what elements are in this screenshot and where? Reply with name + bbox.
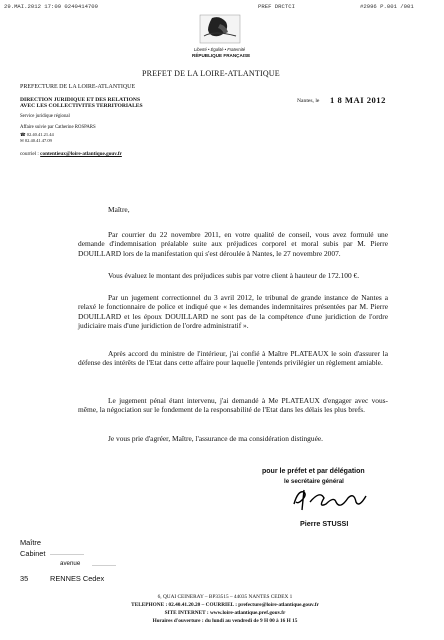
paragraph-4-text: Après accord du ministre de l'intérieur, j'ai confié à Maître PLATEAUX le soin d'assurer la défense des intérêts de l'Etat dans cette affaire pour laquelle j'entends privilégier un règlement amiable. — [78, 349, 388, 368]
signature-line-1: pour le préfet et par délégation — [262, 468, 365, 475]
paragraph-5-text: Le jugement pénal étant intervenu, j'ai demandé à Me PLATEAUX d'engager avec vous-même, la négociation sur le fondement de la responsabilité de l'Etat dans les délais les plus brefs. — [78, 396, 388, 415]
date-value: 1 8 MAI 2012 — [330, 95, 386, 105]
paragraph-6-text: Je vous prie d'agréer, Maître, l'assurance de ma considération distinguée. — [108, 434, 323, 443]
sender-service: Service juridique régional — [20, 114, 70, 119]
sender-fax-row — [20, 138, 52, 144]
date-place: Nantes, le — [297, 98, 320, 104]
paragraph-5 — [78, 396, 388, 415]
logo-country: RÉPUBLIQUE FRANÇAISE — [192, 53, 251, 58]
courriel-link[interactable]: contentieux@loire-atlantique.gouv.fr — [40, 151, 122, 157]
sender-prefecture: PREFECTURE DE LA LOIRE-ATLANTIQUE — [20, 84, 136, 90]
redaction-mark-2 — [92, 565, 116, 566]
sender-tel: 02.40.41.21.44 — [26, 132, 54, 137]
signature-scribble — [290, 484, 380, 512]
fax-header-middle: PREF DRCTCI — [258, 3, 295, 10]
footer-line-2: TELEPHONE : 02.40.41.20.20 – COURRIEL : prefecture@loire-atlantique.gouv.fr — [131, 602, 319, 608]
paragraph-2-text: Vous évaluez le montant des préjudices subis par votre client à hauteur de 172.100 €. — [108, 271, 360, 280]
redaction-mark — [50, 554, 84, 555]
sender-direction-2: AVEC LES COLLECTIVITES TERRITORIALES — [20, 103, 143, 109]
sender-fax: 02.40.41.47.09 — [24, 138, 52, 143]
recipient-zip: 35 — [20, 574, 29, 583]
recipient-line-3: avenue — [60, 560, 81, 567]
signature-scribble-text — [290, 484, 293, 485]
recipient-line-2: Cabinet — [20, 549, 46, 558]
paragraph-1 — [78, 230, 388, 258]
sender-courriel-row — [20, 151, 122, 157]
page-title: PREFET DE LA LOIRE-ATLANTIQUE — [142, 69, 280, 78]
sender-direction-1: DIRECTION JURIDIQUE ET DES RELATIONS — [20, 97, 141, 103]
footer-line-1: 6, QUAI CEINERAY – BP33515 – 44035 NANTES CEDEX 1 — [157, 594, 293, 600]
fax-icon: ✉ — [20, 138, 24, 143]
signature-scribble-icon — [290, 484, 380, 512]
recipient-city: RENNES Cedex — [50, 574, 105, 583]
recipient-line-1: Maître — [20, 538, 41, 547]
paragraph-1-text: Par courrier du 22 novembre 2011, en votre qualité de conseil, vous avez formulé une demande d'indemnisation préalable suite aux préjudices corporel et moral subis par M. Pierre DOUILLARD lors de la manifestation qui s'est déroulée à Nantes, le 27 novembre 2007. — [78, 230, 388, 258]
paragraph-3-text: Par un jugement correctionnel du 3 avril 2012, le tribunal de grande instance de Nantes a relaxé le fonctionnaire de police et indiqué que « les demandes indemnitaires présentées par M. Pierre DOUILLARD et les époux DOUILLARD ne sont pas de la compétence d'une juridiction de l'ordre judiciaire mais d'une juridiction de l'ordre administratif ». — [78, 293, 388, 331]
signature-line-2: le secrétaire général — [284, 478, 344, 485]
footer-line-4: Horaires d'ouverture : du lundi au vendredi de 9 H 00 à 16 H 15 — [152, 618, 298, 624]
logo-motto: Liberté • Égalité • Fraternité — [194, 47, 246, 52]
fax-header-right: #2996 P.001 /001 — [360, 3, 414, 10]
courriel-label: courriel : — [20, 151, 39, 157]
footer-line-3: SITE INTERNET : www.loire-atlantique.pref.gouv.fr — [164, 610, 286, 616]
marianne-logo — [190, 12, 250, 60]
paragraph-3 — [78, 293, 388, 331]
marianne-logo-icon — [190, 12, 250, 46]
signature-name: Pierre STUSSI — [300, 519, 349, 528]
salutation: Maître, — [108, 205, 130, 214]
paragraph-4 — [78, 349, 388, 368]
sender-affaire: Affaire suivie par Catherine ROSPARS — [20, 125, 96, 130]
phone-icon: ☎ — [20, 132, 26, 137]
fax-header-left: 29.MAI.2012 17:09 0240414709 — [4, 3, 98, 10]
paragraph-2 — [78, 271, 388, 280]
paragraph-6 — [108, 434, 398, 443]
